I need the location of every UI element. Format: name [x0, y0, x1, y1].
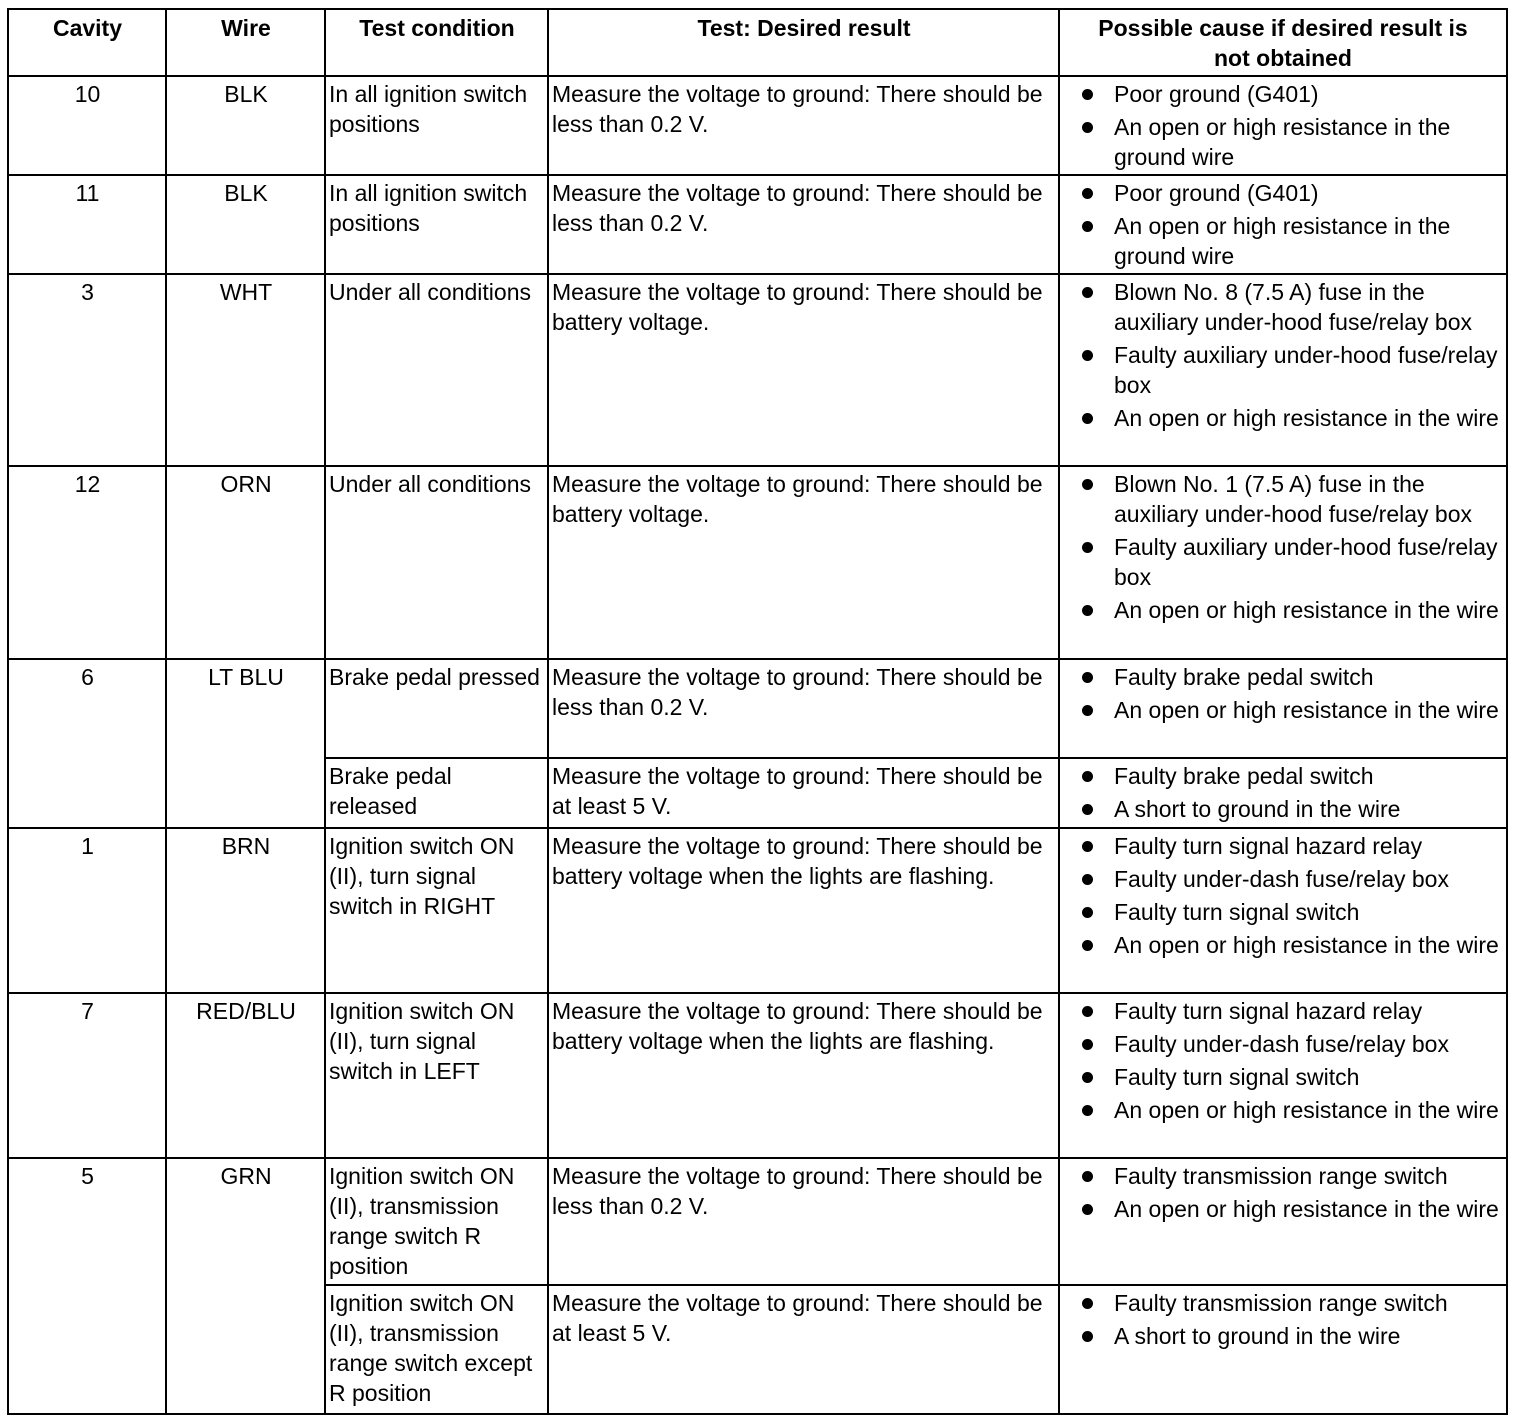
cause-item: An open or high resistance in the wire — [1063, 1194, 1504, 1224]
cause-item: Blown No. 1 (7.5 A) fuse in the auxiliary under-hood fuse/relay box — [1063, 469, 1504, 529]
cause-item: An open or high resistance in the wire — [1063, 695, 1504, 725]
cause-list — [1063, 831, 1504, 960]
header-row — [8, 9, 1507, 76]
wire-cell: BLK — [166, 175, 325, 274]
test-condition-cell: In all ignition switch positions — [325, 175, 548, 274]
cause-item: A short to ground in the wire — [1063, 1321, 1504, 1351]
cause-list — [1063, 178, 1504, 271]
possible-cause-cell — [1059, 1285, 1507, 1414]
cause-item: An open or high resistance in the ground wire — [1063, 112, 1504, 172]
cause-item: Faulty turn signal switch — [1063, 897, 1504, 927]
header-possible-cause: Possible cause if desired result is not obtained — [1059, 9, 1507, 76]
cause-item: Faulty turn signal switch — [1063, 1062, 1504, 1092]
possible-cause-cell — [1059, 993, 1507, 1158]
cavity-cell: 10 — [8, 76, 166, 175]
header-wire: Wire — [166, 9, 325, 76]
header-desired-result: Test: Desired result — [548, 9, 1059, 76]
cavity-cell: 7 — [8, 993, 166, 1158]
test-condition-cell: Ignition switch ON (II), turn signal switch in LEFT — [325, 993, 548, 1158]
desired-result-cell: Measure the voltage to ground: There should be battery voltage. — [548, 274, 1059, 466]
test-condition-cell: Under all conditions — [325, 466, 548, 659]
table-row — [8, 993, 1507, 1158]
desired-result-cell: Measure the voltage to ground: There should be at least 5 V. — [548, 1285, 1059, 1414]
cause-item: Faulty transmission range switch — [1063, 1288, 1504, 1318]
cavity-cell: 11 — [8, 175, 166, 274]
table-row — [8, 659, 1507, 758]
desired-result-cell: Measure the voltage to ground: There should be at least 5 V. — [548, 758, 1059, 828]
test-condition-cell: In all ignition switch positions — [325, 76, 548, 175]
cause-item: Poor ground (G401) — [1063, 178, 1504, 208]
cause-item: An open or high resistance in the wire — [1063, 930, 1504, 960]
wire-cell: LT BLU — [166, 659, 325, 828]
desired-result-cell: Measure the voltage to ground: There should be less than 0.2 V. — [548, 1158, 1059, 1285]
cavity-cell: 5 — [8, 1158, 166, 1414]
cause-item: Faulty brake pedal switch — [1063, 662, 1504, 692]
cause-item: An open or high resistance in the ground wire — [1063, 211, 1504, 271]
wire-cell: RED/BLU — [166, 993, 325, 1158]
cause-list — [1063, 277, 1504, 433]
cause-item: An open or high resistance in the wire — [1063, 595, 1504, 625]
test-condition-cell: Ignition switch ON (II), transmission range switch R position — [325, 1158, 548, 1285]
desired-result-cell: Measure the voltage to ground: There should be battery voltage. — [548, 466, 1059, 659]
cause-list — [1063, 1161, 1504, 1224]
wire-cell: GRN — [166, 1158, 325, 1414]
desired-result-cell: Measure the voltage to ground: There should be battery voltage when the lights are flashing. — [548, 993, 1059, 1158]
cause-item: Blown No. 8 (7.5 A) fuse in the auxiliary under-hood fuse/relay box — [1063, 277, 1504, 337]
cavity-cell: 3 — [8, 274, 166, 466]
cause-item: Faulty brake pedal switch — [1063, 761, 1504, 791]
cause-item: Faulty turn signal hazard relay — [1063, 831, 1504, 861]
cause-list — [1063, 1288, 1504, 1351]
test-condition-cell: Ignition switch ON (II), turn signal switch in RIGHT — [325, 828, 548, 993]
cavity-cell: 12 — [8, 466, 166, 659]
desired-result-cell: Measure the voltage to ground: There should be less than 0.2 V. — [548, 175, 1059, 274]
wire-cell: BLK — [166, 76, 325, 175]
possible-cause-cell — [1059, 76, 1507, 175]
cause-item: An open or high resistance in the wire — [1063, 403, 1504, 433]
cavity-cell: 1 — [8, 828, 166, 993]
cause-list — [1063, 761, 1504, 824]
possible-cause-cell — [1059, 828, 1507, 993]
cause-item: Faulty under-dash fuse/relay box — [1063, 1029, 1504, 1059]
cause-list — [1063, 996, 1504, 1125]
table-row — [8, 828, 1507, 993]
table-row — [8, 1158, 1507, 1285]
cause-list — [1063, 469, 1504, 625]
header-cavity: Cavity — [8, 9, 166, 76]
table-row — [8, 76, 1507, 175]
cavity-cell: 6 — [8, 659, 166, 828]
desired-result-cell: Measure the voltage to ground: There should be less than 0.2 V. — [548, 659, 1059, 758]
table-row — [8, 466, 1507, 659]
possible-cause-cell — [1059, 466, 1507, 659]
possible-cause-cell — [1059, 274, 1507, 466]
desired-result-cell: Measure the voltage to ground: There should be battery voltage when the lights are flashing. — [548, 828, 1059, 993]
cause-item: Faulty under-dash fuse/relay box — [1063, 864, 1504, 894]
cavity-test-table — [7, 8, 1508, 1415]
cause-item: Faulty auxiliary under-hood fuse/relay box — [1063, 340, 1504, 400]
cause-item: A short to ground in the wire — [1063, 794, 1504, 824]
cause-item: An open or high resistance in the wire — [1063, 1095, 1504, 1125]
cause-item: Faulty transmission range switch — [1063, 1161, 1504, 1191]
cause-list — [1063, 79, 1504, 172]
test-condition-cell: Under all conditions — [325, 274, 548, 466]
possible-cause-cell — [1059, 175, 1507, 274]
table-row — [8, 175, 1507, 274]
wire-cell: BRN — [166, 828, 325, 993]
test-condition-cell: Brake pedal pressed — [325, 659, 548, 758]
table-row — [8, 274, 1507, 466]
wire-cell: ORN — [166, 466, 325, 659]
test-condition-cell: Brake pedal released — [325, 758, 548, 828]
cause-list — [1063, 662, 1504, 725]
cause-item: Faulty auxiliary under-hood fuse/relay box — [1063, 532, 1504, 592]
cause-item: Poor ground (G401) — [1063, 79, 1504, 109]
wire-cell: WHT — [166, 274, 325, 466]
cause-item: Faulty turn signal hazard relay — [1063, 996, 1504, 1026]
desired-result-cell: Measure the voltage to ground: There should be less than 0.2 V. — [548, 76, 1059, 175]
possible-cause-cell — [1059, 659, 1507, 758]
possible-cause-cell — [1059, 1158, 1507, 1285]
possible-cause-cell — [1059, 758, 1507, 828]
test-condition-cell: Ignition switch ON (II), transmission range switch except R position — [325, 1285, 548, 1414]
header-test-condition: Test condition — [325, 9, 548, 76]
